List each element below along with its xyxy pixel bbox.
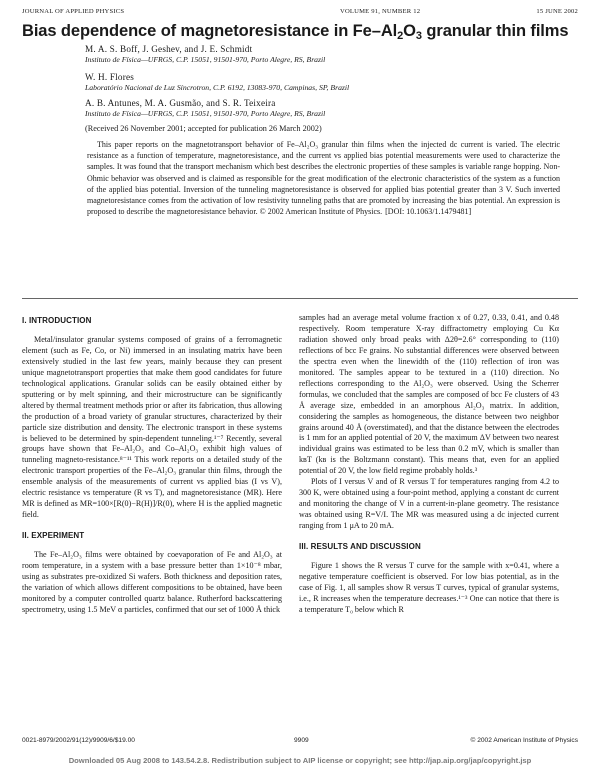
author-names: W. H. Flores bbox=[85, 72, 135, 82]
author-affiliation: Instituto de Física—UFRGS, C.P. 15051, 91501-970, Porto Alegre, RS, Brazil bbox=[85, 55, 326, 64]
author-group-3 bbox=[85, 98, 570, 118]
volume-number: VOLUME 91, NUMBER 12 bbox=[340, 8, 421, 15]
paper-title: Bias dependence of magnetoresistance in $Fe-Al_2O_3$ granular thin films bbox=[22, 22, 569, 42]
section-heading-results: III. RESULTS AND DISCUSSION bbox=[299, 542, 421, 552]
measurement-paragraph: Plots of I versus V and of R versus T for temperatures ranging from 4.2 to 300 K, were obtained using a four-point method, applying a constant dc current and monitoring the change of V in a current-in-plane geometry. The resistance was obtained using R=V/I. The MR was measured using a dc injected current ranging from 1 μA to 20 mA. bbox=[299, 477, 559, 531]
left-column bbox=[22, 316, 282, 616]
author-names: M. A. S. Boff, J. Geshev, and J. E. Schmidt bbox=[85, 44, 253, 54]
experiment-paragraph: The Fe–Al₂O₃ films were obtained by coevaporation of Fe and Al₂O₃ at room temperature, in a system with a base pressure better than 1×10⁻⁸ mbar, using as substrates pre-oxidized Si wafers. Both thickness and deposition rates, the variation of which allows different compositions to be obtained, have been monitored by a computer controlled quartz balance. Rutherford backscattering spectrometry, using 1.5 MeV α particles, confirmed that our set of 1000 Å thick bbox=[22, 550, 282, 614]
experiment-paragraph-continued: samples had an average metal volume fraction x of 0.27, 0.33, 0.41, and 0.48 respectively. Room temperature X-ray diffractometry employing Cu Kα radiation showed only broad peaks with Δ2θ=2.6° corresponding to (110) reflections of bcc Fe grains. No substantial differences were observed between the spectra even when the linewidth of the (110) reflection of iron was monitored. The samples appear to be textured in a (110) direction. No reflections corresponding to the Al₂O₃ were observed. Using the Scherrer formulas, we concluded that the samples are composed of bcc Fe clusters of 43 Å average size, embedded in an amorphous Al₂O₃ matrix. In addition, considering the samples as homogeneous, the distance between two neighbor grains around 40 Å (overstimated), and that the distance between the electrodes is 1 mm for an applied potential of 20 V, the maximum ΔV between two nearest individual grains was estimated to be less than 0.2 mV, which is smaller than kʙT (kʙ is the Boltzmann constant). This means that, even for an applied potential of 20 V, the low field regime probably holds.³ bbox=[299, 313, 559, 476]
section-heading-introduction: I. INTRODUCTION bbox=[22, 316, 92, 325]
page-footer bbox=[22, 737, 578, 747]
page-number: 9909 bbox=[294, 737, 309, 744]
author-affiliation: Instituto de Física—UFRGS, C.P. 15051, 91501-970, Porto Alegre, RS, Brazil bbox=[85, 109, 326, 118]
right-column bbox=[299, 313, 559, 616]
header-divider bbox=[22, 298, 578, 299]
issn-code: 0021-8979/2002/91(12)/9909/6/$19.00 bbox=[22, 737, 135, 744]
issue-date: 15 JUNE 2002 bbox=[536, 8, 578, 15]
section-heading-experiment: II. EXPERIMENT bbox=[22, 531, 85, 541]
running-header bbox=[22, 8, 578, 20]
journal-name: JOURNAL OF APPLIED PHYSICS bbox=[22, 8, 125, 15]
download-notice[interactable]: Downloaded 05 Aug 2008 to 143.54.2.8. Redistribution subject to AIP license or copyright; see http://jap.aip.org/jap/copyright.jsp bbox=[68, 756, 532, 765]
author-affiliation: Laboratório Nacional de Luz Síncrotron, C.P. 6192, 13083-970, Campinas, SP, Brazil bbox=[85, 83, 350, 92]
abstract bbox=[87, 139, 560, 217]
results-paragraph: Figure 1 shows the R versus T curve for the sample with x=0.41, where a negative temperature coefficient is observed. For low bias potential, as in the case of Fig. 1, all samples show R versus T curves, typical of granular systems, i.e., R increases when the temperature decreases.¹⁻³ One can notice that there is a temperature T₀ below which R bbox=[299, 561, 559, 614]
doi-link[interactable]: [DOI: 10.1063/1.1479481] bbox=[385, 207, 472, 217]
author-group-2 bbox=[85, 72, 570, 92]
author-group-1 bbox=[85, 44, 570, 64]
intro-paragraph: Metal/insulator granular systems composed of grains of a ferromagnetic element (such as Fe, Co, or Ni) immersed in an insulating matrix have been extensively studied in the last few years, mainly because they can present unique magnetotransport properties that make them good candidates for future technological applications. Granular solids can be easily obtained either by sputtering or by melt spinning, and their microstructure can be significantly altered by thermal treatment methods prior or after its fabrication, thus allowing the production of a broad variety of granular structures, characterized by their particle size distribution and density. The electronic transport in these systems is believed to be determined by spin-dependent tunneling.¹⁻⁷ Recently, several groups have shown that Fe–Al₂O₃ and Co–Al₂O₃ exhibit high values of tunneling magneto-resistance.⁸⁻¹¹ This work reports on a detailed study of the electronic transport properties of the Fe–Al₂O₃ granular thin films, through the ensemble analysis of the measurements of current vs applied bias (I vs V), electric resistance vs temperature (R vs T), and magnetoresistance (MR). Here MR is defined as MR=100×[R(0)−R(H)]/R(0), where H is the applied magnetic field. bbox=[22, 334, 282, 520]
abstract-text: This paper reports on the magnetotransport behavior of Fe–Al₂O₃ granular thin films when the injected dc current is varied. The electric resistance as a function of temperature, magnetoresistance, and the current vs applied bias potential measurements were used to characterize the samples. It was found that the transport mechanism which best describes the electronic properties of these samples is variable range hopping. Non-Ohmic behavior was observed and is claimed as responsible for the great modification of the electronic characteristics of the system as a function of the applied bias potential. Inversion of the tunneling magnetoresistance is observed for applied bias potential greater than 3 V. Such inverted magnetoresistance comes from the activation of low resistivity tunneling paths that are promoted by increasing the bias potential. An expression is proposed to describe the magnetoresistance behavior. © 2002 American Institute of Physics. bbox=[87, 140, 560, 217]
received-dates: (Received 26 November 2001; accepted for publication 26 March 2002) bbox=[85, 124, 322, 133]
copyright-notice: © 2002 American Institute of Physics bbox=[470, 737, 578, 744]
author-names: A. B. Antunes, M. A. Gusmão, and S. R. Teixeira bbox=[85, 98, 276, 108]
